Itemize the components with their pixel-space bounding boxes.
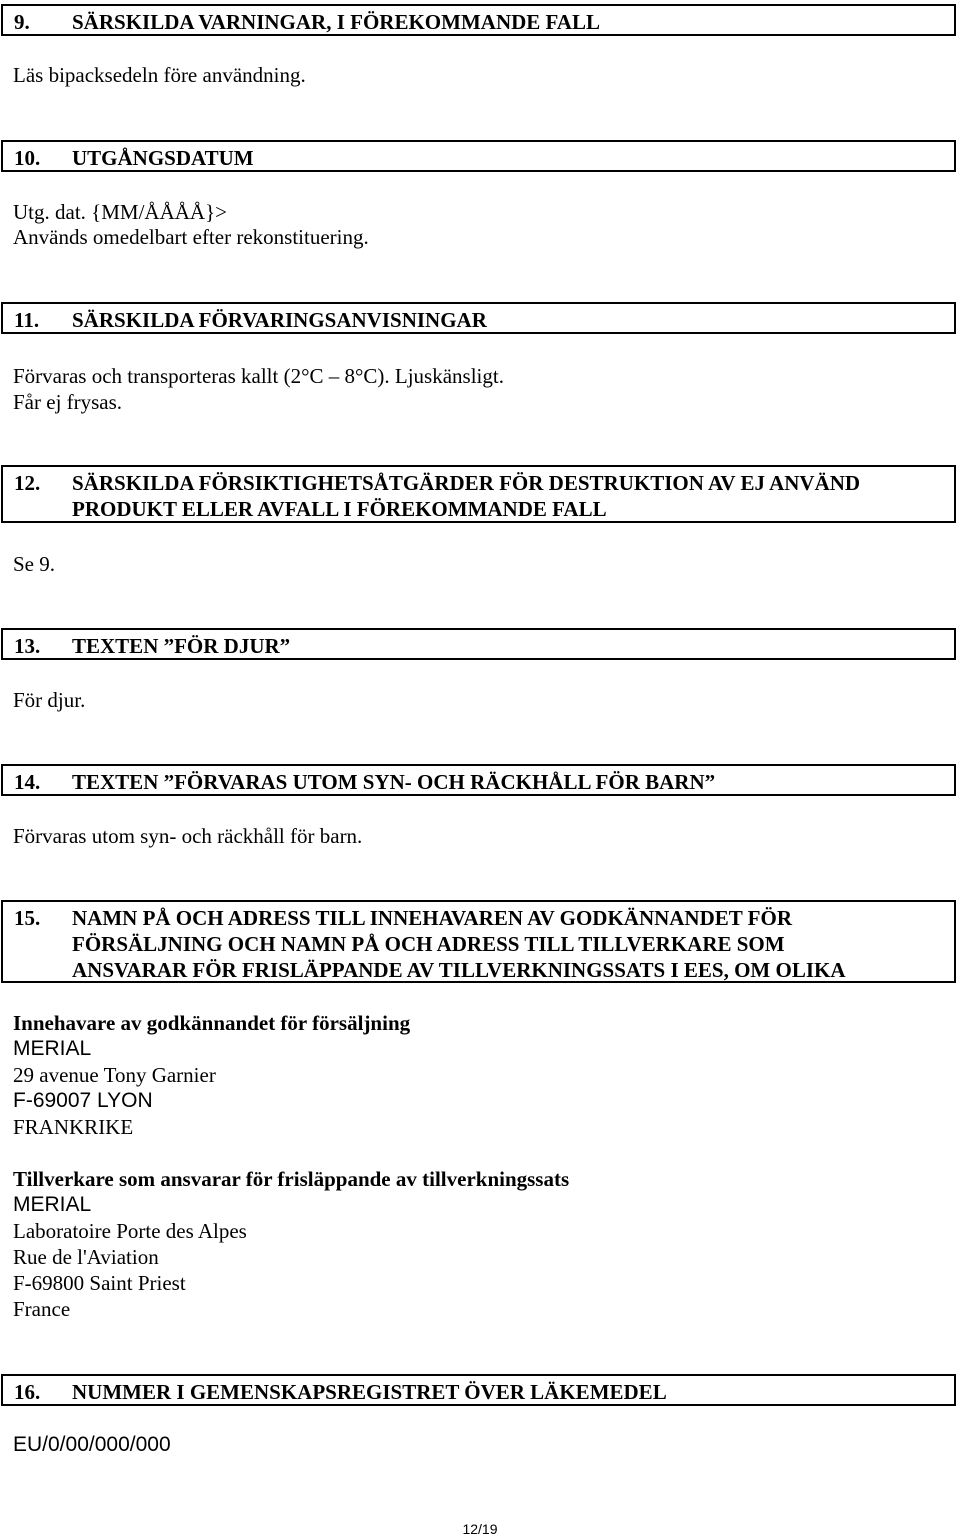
section-number: 11. bbox=[14, 308, 40, 332]
section-title: SÄRSKILDA VARNINGAR, I FÖREKOMMANDE FALL bbox=[72, 10, 600, 34]
section-9-text: Läs bipacksedeln före användning. bbox=[13, 63, 306, 87]
section-title: NUMMER I GEMENSKAPSREGISTRET ÖVER LÄKEMEDEL bbox=[72, 1380, 667, 1404]
holder-line: FRANKRIKE bbox=[13, 1115, 134, 1139]
section-10-header bbox=[1, 140, 956, 172]
section-15-header bbox=[1, 900, 956, 983]
title-line: NAMN PÅ OCH ADRESS TILL INNEHAVAREN AV GODKÄNNANDET FÖR bbox=[72, 906, 792, 930]
section-number: 12. bbox=[14, 471, 41, 495]
section-number: 16. bbox=[14, 1380, 41, 1404]
manufacturer-line: Rue de l'Aviation bbox=[13, 1245, 159, 1269]
registration-number: EU/0/00/000/000 bbox=[13, 1433, 171, 1456]
section-title bbox=[72, 470, 954, 522]
section-number: 9. bbox=[14, 10, 30, 34]
section-title: UTGÅNGSDATUM bbox=[72, 146, 254, 170]
section-title bbox=[72, 905, 954, 983]
section-12-text: Se 9. bbox=[13, 552, 55, 576]
section-14-header bbox=[1, 764, 956, 796]
reconstitution-line: Används omedelbart efter rekonstituering. bbox=[13, 225, 369, 249]
title-line: ANSVARAR FÖR FRISLÄPPANDE AV TILLVERKNINGSSATS I EES, OM OLIKA bbox=[72, 958, 846, 982]
section-14-text: Förvaras utom syn- och räckhåll för barn. bbox=[13, 824, 363, 848]
holder-line: MERIAL bbox=[13, 1037, 92, 1060]
section-16-header bbox=[1, 1374, 956, 1406]
holder-line: F-69007 LYON bbox=[13, 1089, 153, 1112]
section-13-text: För djur. bbox=[13, 688, 86, 712]
section-11-header bbox=[1, 302, 956, 334]
section-title: SÄRSKILDA FÖRVARINGSANVISNINGAR bbox=[72, 308, 487, 332]
section-number: 15. bbox=[14, 906, 41, 930]
section-title: TEXTEN ”FÖRVARAS UTOM SYN- OCH RÄCKHÅLL FÖR BARN” bbox=[72, 770, 716, 794]
section-number: 14. bbox=[14, 770, 41, 794]
holder-heading: Innehavare av godkännandet för försäljning bbox=[13, 1011, 411, 1035]
freeze-line: Får ej frysas. bbox=[13, 390, 123, 414]
manufacturer-line: Laboratoire Porte des Alpes bbox=[13, 1219, 247, 1243]
section-number: 10. bbox=[14, 146, 41, 170]
page-number: 12/19 bbox=[462, 1521, 498, 1537]
expiry-line: Utg. dat. {MM/ÅÅÅÅ}> bbox=[13, 200, 227, 224]
holder-line: 29 avenue Tony Garnier bbox=[13, 1063, 216, 1087]
title-line: SÄRSKILDA FÖRSIKTIGHETSÅTGÄRDER FÖR DESTRUKTION AV EJ ANVÄND bbox=[72, 471, 861, 495]
title-line: PRODUKT ELLER AVFALL I FÖREKOMMANDE FALL bbox=[72, 497, 607, 521]
title-line: FÖRSÄLJNING OCH NAMN PÅ OCH ADRESS TILL TILLVERKARE SOM bbox=[72, 932, 785, 956]
storage-line: Förvaras och transporteras kallt (2°C – 8°C). Ljuskänsligt. bbox=[13, 364, 504, 388]
manufacturer-line: MERIAL bbox=[13, 1193, 92, 1216]
section-12-header bbox=[1, 465, 956, 523]
manufacturer-heading: Tillverkare som ansvarar för frisläppande av tillverkningssats bbox=[13, 1167, 570, 1191]
section-9-header bbox=[1, 4, 956, 36]
section-number: 13. bbox=[14, 634, 41, 658]
manufacturer-line: France bbox=[13, 1297, 71, 1321]
section-title: TEXTEN ”FÖR DJUR” bbox=[72, 634, 291, 658]
section-13-header bbox=[1, 628, 956, 660]
manufacturer-line: F-69800 Saint Priest bbox=[13, 1271, 186, 1295]
